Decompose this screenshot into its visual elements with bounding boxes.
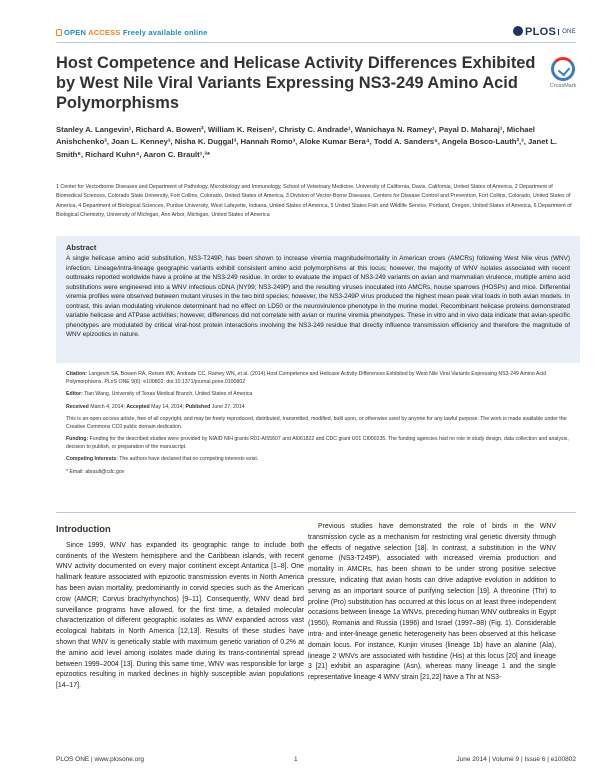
accepted-date: May 14, 2014; — [151, 403, 185, 410]
header-divider — [56, 42, 576, 43]
affiliations: 1 Center for Vectorborne Diseases and Department of Pathology, Microbiology and Immunology, School of Veterinary Medicine, University of California, Davis, California, United States of America, 2 Department of Biomedical Sciences, Colorado State University, Fort Collins, Colorado, United States of America, 3 Division of Vector-Borne Diseases, Centers for Disease Control and Prevention, Fort Collins, Colorado, United States of America, 4 Department of Biological Sciences, Purdue University, West Lafayette, Indiana, United States of America, 5 United States Fish and Wildlife Service, Portland, Oregon, United States of America, 6 Department of Biological Chemistry, University of Michigan, Ann Arbor, Michigan, United States of America — [56, 184, 572, 218]
metadata-divider — [56, 512, 576, 513]
abstract-text: A single helicase amino acid substitution, NS3-T249P, has been shown to increase viremia magnitude/mortality in American crows (AMCRs) following West Nile virus (WNV) infection. Lineage/intra-lineage geographic variants exhibit consistent amino acid polymorphisms at this locus; however, the majority of WNV isolates associated with recent outbreaks reported worldwide have a proline at the NS3-249 residue. In order to evaluate the impact of NS3-249 variants on avian and mammalian virulence, multiple amino acid substitutions were engineered into a WNV infectious cDNA (NY99; NS3-249P) and the resulting viruses inoculated into AMCRs, house sparrows (HOSPs) and mice. Differential viremia profiles were observed between mutant viruses in the two bird species; however, the NS3-249P virus produced the highest mean peak viral loads in both avian models. In contrast, this avian modulating virulence determinant had no effect on LD50 or the neurovirulence phenotype in the murine model. Recombinant helicase proteins demonstrated variable helicase and ATPase activities; however, differences did not correlate with avian or murine viremia phenotypes. These in vitro and in vivo data indicate that avian-specific phenotypes are modulated by critical viral-host protein interactions involving the NS3-249 residue that directly influence transmission efficiency and therefore the magnitude of WNV epizootics in nature. — [66, 255, 570, 339]
dates — [66, 404, 580, 412]
page-number: 1 — [294, 756, 298, 763]
footer-issue: June 2014 | Volume 9 | Issue 6 | e100802 — [456, 756, 576, 763]
citation-text: Langevin SA, Bowen RA, Reisen WK, Andrade CC, Ramey WN, et al. (2014) Host Competence and Helicase Activity Differences Exhibited by West Nile Viral Variants Expressing NS3-249 Amino Acid Polymorphisms. PLoS ONE 9(6): e100802. doi:10.1371/journal.pone.0100802 — [66, 371, 546, 385]
intro-paragraph-1: Since 1999, WNV has expanded its geographic range to include both continents of the Western hemisphere and the Caribbean islands, with recent WNV activity documented on every major continent except Antartica [1–8]. One hallmark feature associated with epizootic transmission events in North America has been avian mortality, predominantly in corvid species such as the American crow (AMCR; Corvus brachyrhynchos) [9–11]. Consequently, WNV dead bird surveillance programs have allowed, for the first time, a detailed molecular characterization of different geographic isolates as WNV expanded across vast ecological habitats in North America [12,13]. Results of these studies have shown that WNV is genetically stable with maximum genetic variation of 0.2% at the amino acid level among isolates made during its trans-continental spread between 1999–2004 [13]. During this same time, WNV was responsible for large epizootics resulting in marked declines in highly susceptible avian populations [14–17]. — [56, 541, 304, 690]
citation-label: Citation: — [66, 371, 88, 377]
logo-text: PLOS — [524, 26, 557, 38]
body-column-left — [56, 524, 304, 692]
accepted-label: Accepted — [126, 403, 150, 410]
plos-logo-icon — [513, 26, 523, 36]
crossmark-badge[interactable] — [545, 57, 581, 103]
body-column-right — [308, 522, 556, 684]
plos-one-logo — [513, 26, 576, 38]
article-metadata — [66, 371, 580, 481]
funding-label: Funding: — [66, 436, 89, 442]
crossmark-label: CrossMark — [549, 83, 577, 89]
abstract-heading: Abstract — [66, 243, 97, 252]
freely-available: Freely available online — [122, 28, 208, 37]
open-access-banner — [56, 28, 207, 37]
article-title: Host Competence and Helicase Activity Differences Exhibited by West Nile Viral Variants Expressing NS3-249 Amino Acid Polymorphisms — [56, 54, 536, 112]
competing-label: Competing Interests: — [66, 456, 118, 462]
access-word: ACCESS — [88, 28, 121, 37]
competing-text: The authors have declared that no competing interests exist. — [119, 456, 259, 462]
open-word: OPEN — [64, 28, 87, 37]
funding — [66, 436, 580, 451]
editor-label: Editor: — [66, 391, 83, 397]
funding-text: Funding for the described studies were provided by NIAID NIH grants R01-AI55607 and AI061822 and CDC grant U01 CI000235. The funding agencies had no role in study design, data collection and analysis, decision to publish, or preparation of the manuscript. — [66, 436, 569, 450]
footer-journal[interactable]: PLOS ONE | www.plosone.org — [56, 756, 145, 763]
received-label: Received — [66, 403, 89, 410]
open-access-lock-icon — [56, 29, 62, 36]
editor — [66, 391, 580, 399]
introduction-heading: Introduction — [56, 523, 111, 534]
license: This is an open-access article, free of all copyright, and may be freely reproduced, distributed, transmitted, modified, built upon, or otherwise used by anyone for any lawful purpose. The work is made available under the Creative Commons CC0 public domain dedication. — [66, 416, 567, 430]
citation — [66, 371, 580, 386]
crossmark-icon — [551, 57, 575, 81]
intro-paragraph-2: Previous studies have demonstrated the role of birds in the WNV transmission cycle as a mechanism for restricting viral genetic diversity through the effects of negative selection [18]. In contrast, a substitution in the WNV genome (NS3-T249P), associated with increased viremia production and mortality in AMCRs, has been shown to be under strong positive selective pressure, indicating that avian hosts can drive adaptive evolution in addition to serving as an important source of purifying selection [19]. A threonine (Thr) to proline (Pro) substitution has occurred at this locus on at least three independent occasions between lineage 1a WNVs, preceding human WNV outbreaks in Egypt (1950), Romania and Russia (1996) and Israel (1997–98) (Fig. 1). Considerable intra- and inter-lineage genetic heterogeneity has been observed at this helicase domain locus. For instance, Kunjin viruses (lineage 1b) have an alanine (Ala), lineage 2 WNVs are associated with histidine (His) at this locus [20] and lineage 3 [21] exhibit an asparagine (Asn), whereas many lineage 1 and the single representative lineage 4 WNV strain [21,22] have a Thr at NS3- — [308, 523, 556, 682]
published-label: Published — [185, 403, 211, 410]
corresponding-email[interactable]: * Email: abrault@cdc.gov — [66, 468, 125, 475]
logo-one: ONE — [558, 29, 576, 35]
author-list: Stanley A. Langevin¹, Richard A. Bowen², William K. Reisen¹, Christy C. Andrade¹, Wanichaya N. Ramey¹, Payal D. Maharaj¹, Michael Anishchenko³, Joan L. Kenney³, Nisha K. Duggal³, Hannah Romo³, Aloke Kumar Bera⁴, Todd A. Sanders⁵, Angela Bosco-Lauth²,³, Janet L. Smith⁶, Richard Kuhn⁴, Aaron C. Brault¹,³* — [56, 125, 558, 159]
editor-text: Tian Wang, University of Texas Medical Branch, United States of America — [84, 391, 253, 397]
journal-header — [56, 26, 576, 40]
received-date: March 4, 2014; — [90, 403, 125, 410]
competing-interests — [66, 456, 580, 464]
published-date: June 27, 2014 — [211, 403, 245, 410]
abstract-box — [56, 236, 580, 363]
